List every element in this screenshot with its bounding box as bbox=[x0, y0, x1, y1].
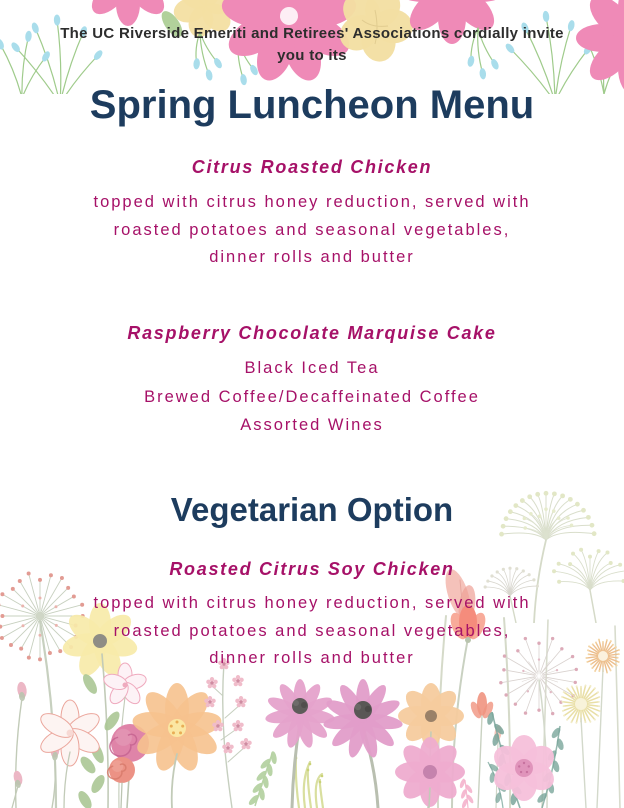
vegetarian-name: Roasted Citrus Soy Chicken bbox=[169, 559, 455, 579]
pink-feather bbox=[459, 778, 475, 808]
rose-small bbox=[108, 757, 135, 808]
vegetarian-heading: Vegetarian Option bbox=[170, 491, 454, 528]
entree-description-line: dinner rolls and butter bbox=[209, 248, 415, 266]
entree-description bbox=[0, 189, 624, 272]
beverage-item: Assorted Wines bbox=[240, 416, 384, 435]
pink-daisy bbox=[395, 737, 465, 808]
blossom-sprig bbox=[204, 658, 252, 808]
beverage-item: Black Iced Tea bbox=[244, 359, 380, 377]
beverage-item: Brewed Coffee/Decaffeinated Coffee bbox=[144, 387, 480, 406]
invite-line-2: you to its bbox=[277, 46, 347, 64]
vegetarian-description-line: dinner rolls and butter bbox=[209, 649, 415, 667]
vegetarian-description bbox=[0, 590, 624, 673]
entree-description-line: roasted potatoes and seasonal vegetables, bbox=[113, 220, 511, 239]
fuzzy-puff-yellow bbox=[561, 685, 601, 808]
grass-blades bbox=[295, 756, 324, 808]
pink-coneflower-left bbox=[264, 679, 335, 808]
dessert-name: Raspberry Chocolate Marquise Cake bbox=[127, 323, 497, 343]
entree-name: Citrus Roasted Chicken bbox=[191, 157, 433, 177]
beverage-list bbox=[0, 354, 624, 440]
entree-description-line: topped with citrus honey reduction, served with bbox=[93, 193, 531, 211]
invite-text bbox=[0, 23, 624, 66]
pink-coneflower-right bbox=[322, 679, 403, 808]
vegetarian-description-line: topped with citrus honey reduction, served with bbox=[93, 594, 531, 612]
invite-line-1: The UC Riverside Emeriti and Retirees' Associations cordially invite bbox=[60, 25, 564, 42]
vegetarian-description-line: roasted potatoes and seasonal vegetables, bbox=[113, 621, 511, 640]
page-title: Spring Luncheon Menu bbox=[89, 83, 535, 127]
green-fern bbox=[247, 751, 277, 807]
